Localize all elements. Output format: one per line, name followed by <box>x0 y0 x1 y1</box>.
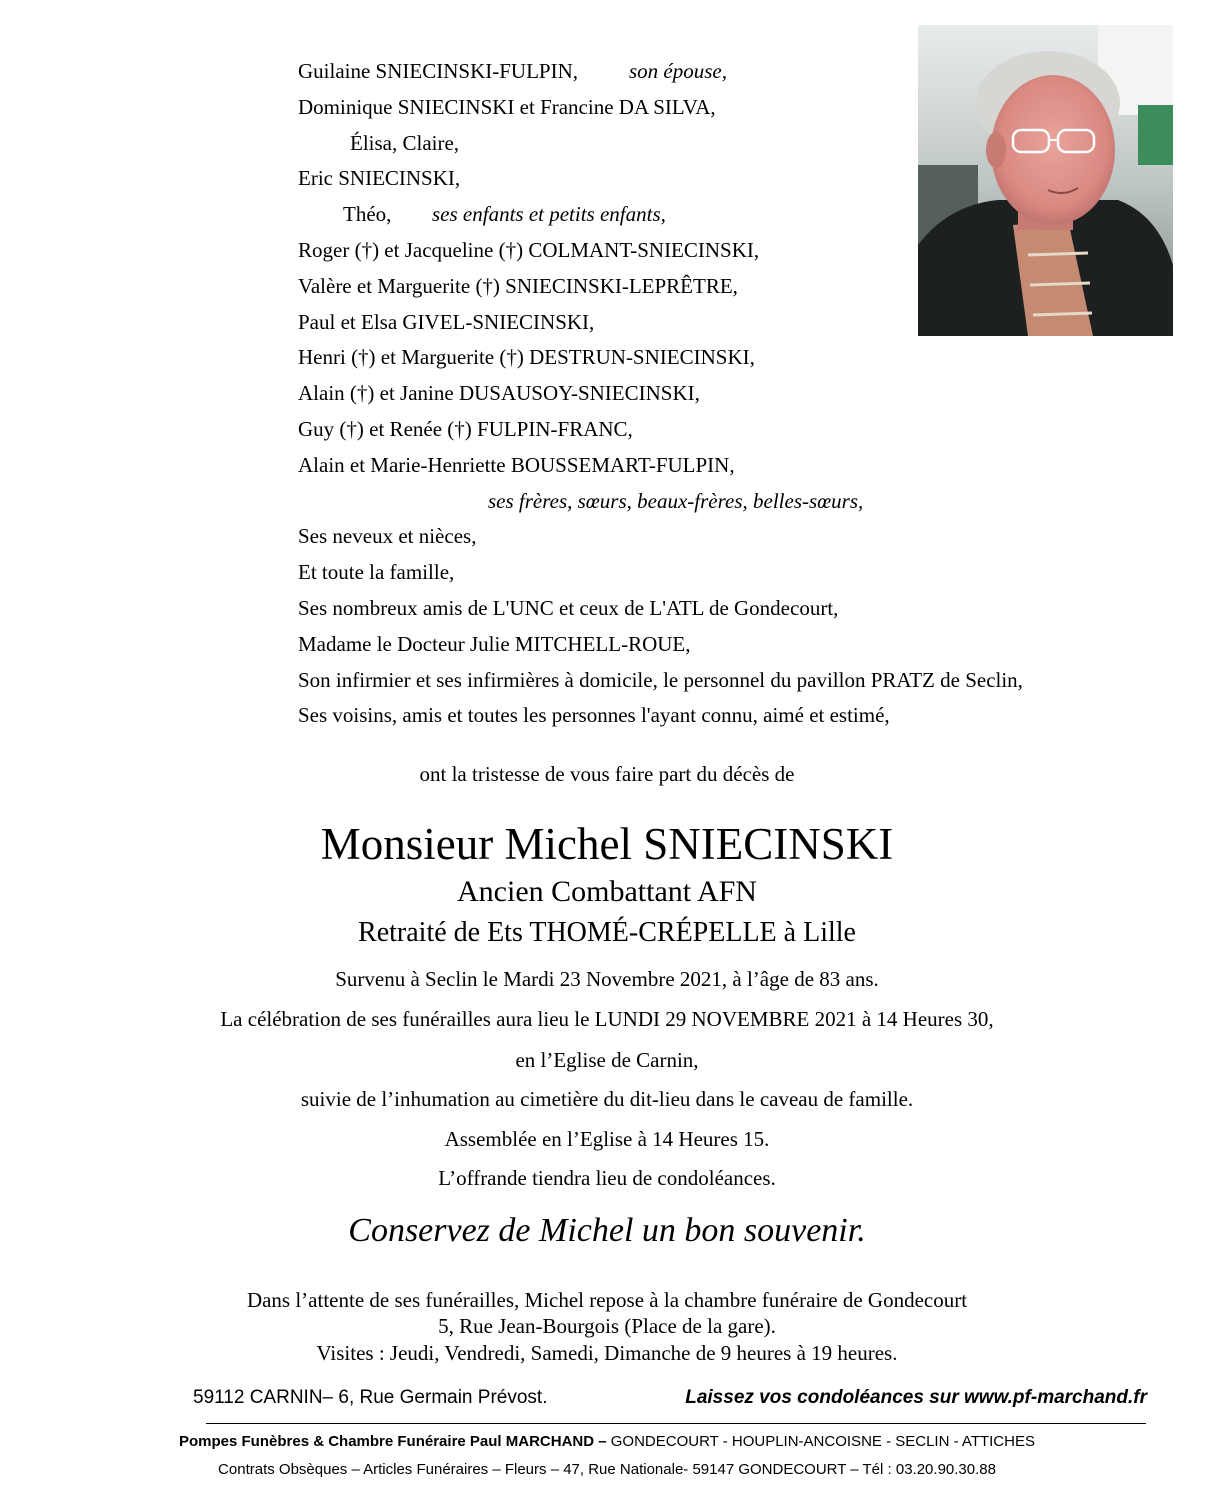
footer-divider <box>206 1423 1146 1424</box>
deceased-name: Monsieur Michel SNIECINSKI <box>320 819 894 869</box>
announcement-text: ont la tristesse de vous faire part du décès de <box>419 762 795 786</box>
family-line: Ses nombreux amis de L'UNC et ceux de L'ATL de Gondecourt, <box>298 596 839 620</box>
souvenir-text: Conservez de Michel un bon souvenir. <box>348 1212 866 1249</box>
family-line: Eric SNIECINSKI, <box>298 166 461 190</box>
detail-line: Survenu à Seclin le Mardi 23 Novembre 2021, à l’âge de 83 ans. <box>335 967 879 991</box>
family-line: Son infirmier et ses infirmières à domicile, le personnel du pavillon PRATZ de Seclin, <box>298 668 1023 692</box>
family-line: Ses neveux et nièces, <box>298 524 477 548</box>
detail-line: La célébration de ses funérailles aura lieu le LUNDI 29 NOVEMBRE 2021 à 14 Heures 30, <box>220 1007 994 1031</box>
family-line: Dominique SNIECINSKI et Francine DA SILVA, <box>298 95 716 119</box>
family-line: Et toute la famille, <box>298 560 455 584</box>
family-line: Théo, <box>343 202 392 226</box>
company-name: Pompes Funèbres & Chambre Funéraire Paul MARCHAND – <box>179 1433 607 1450</box>
family-relation-note: son épouse, <box>629 59 727 83</box>
footer-company <box>0 1433 1214 1450</box>
family-relation-note: ses frères, sœurs, beaux-frères, belles-sœurs, <box>488 489 864 513</box>
deceased-title-1: Ancien Combattant AFN <box>457 875 757 908</box>
detail-line: L’offrande tiendra lieu de condoléances. <box>438 1166 776 1190</box>
detail-line: en l’Eglise de Carnin, <box>515 1048 699 1072</box>
deceased-title-2: Retraité de Ets THOMÉ-CRÉPELLE à Lille <box>358 917 856 948</box>
family-line: Valère et Marguerite (†) SNIECINSKI-LEPRÊTRE, <box>298 274 738 298</box>
family-relation-note: ses enfants et petits enfants, <box>432 202 666 226</box>
detail-line: suivie de l’inhumation au cimetière du dit-lieu dans le caveau de famille. <box>300 1087 914 1111</box>
portrait-photo <box>918 25 1173 336</box>
footer-address: 59112 CARNIN– 6, Rue Germain Prévost. <box>193 1387 548 1408</box>
family-line: Madame le Docteur Julie MITCHELL-ROUE, <box>298 632 691 656</box>
family-line: Guilaine SNIECINSKI-FULPIN, <box>298 59 578 83</box>
family-line: Paul et Elsa GIVEL-SNIECINSKI, <box>298 310 595 334</box>
rest-line: 5, Rue Jean-Bourgois (Place de la gare). <box>438 1314 776 1338</box>
family-line: Roger (†) et Jacqueline (†) COLMANT-SNIECINSKI, <box>298 238 760 262</box>
family-line: Alain et Marie-Henriette BOUSSEMART-FULPIN, <box>298 453 735 477</box>
detail-line: Assemblée en l’Eglise à 14 Heures 15. <box>444 1127 770 1151</box>
family-line: Henri (†) et Marguerite (†) DESTRUN-SNIECINSKI, <box>298 345 755 369</box>
rest-line: Visites : Jeudi, Vendredi, Samedi, Dimanche de 9 heures à 19 heures. <box>316 1341 898 1365</box>
rest-line: Dans l’attente de ses funérailles, Michel repose à la chambre funéraire de Gondecourt <box>246 1288 968 1312</box>
company-towns: GONDECOURT - HOUPLIN-ANCOISNE - SECLIN - ATTICHES <box>606 1433 1035 1450</box>
family-line: Ses voisins, amis et toutes les personnes l'ayant connu, aimé et estimé, <box>298 703 890 727</box>
footer-services: Contrats Obsèques – Articles Funéraires – Fleurs – 47, Rue Nationale- 59147 GONDECOURT – Tél : 03.20.90.30.88 <box>218 1461 996 1478</box>
family-line: Alain (†) et Janine DUSAUSOY-SNIECINSKI, <box>298 381 700 405</box>
family-line: Guy (†) et Renée (†) FULPIN-FRANC, <box>298 417 633 441</box>
family-line: Élisa, Claire, <box>350 131 460 155</box>
condolences-link[interactable]: Laissez vos condoléances sur www.pf-marchand.fr <box>685 1387 1147 1408</box>
